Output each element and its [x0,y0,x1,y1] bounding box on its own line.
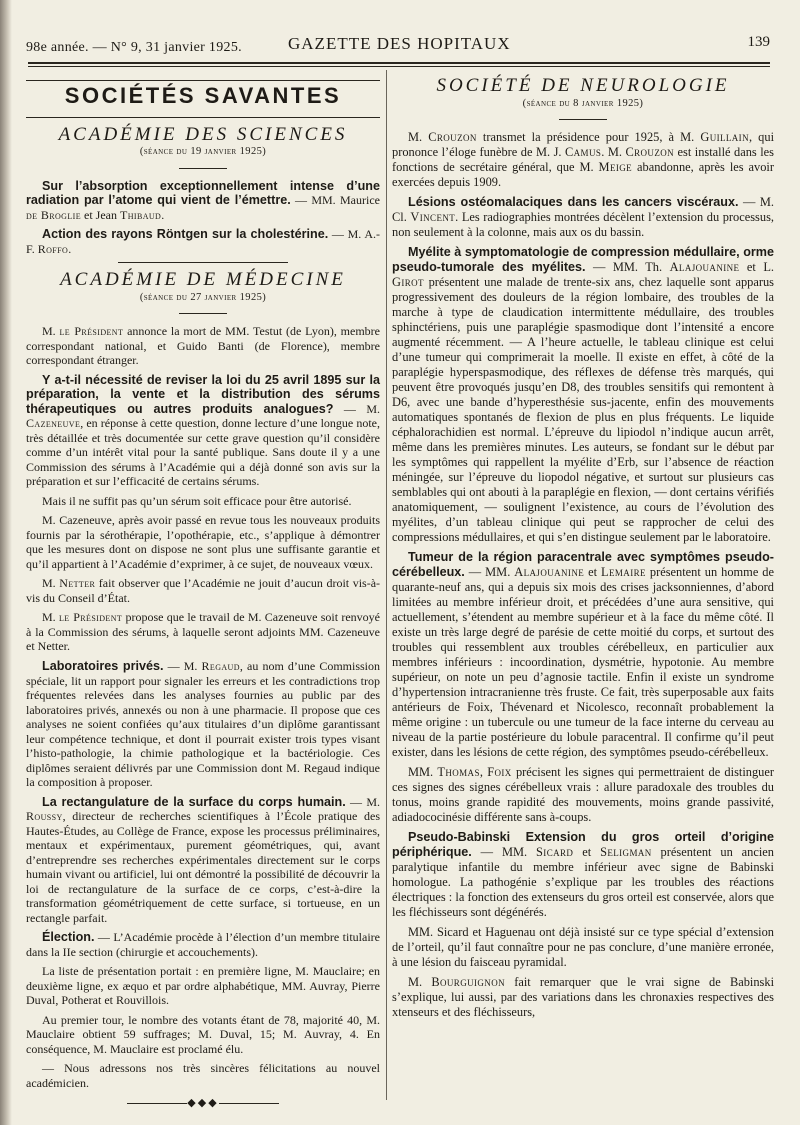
page-number: 139 [747,34,770,50]
page-binding-edge [0,0,12,1125]
journal-title: GAZETTE DES HOPITAUX [288,34,511,53]
paragraph: M. Netter fait observer que l’Académie ne jouit d’aucun droit vis-à-vis du Conseil d’État. [26,576,381,605]
paragraph: M. Crouzon transmet la présidence pour 1925, à M. Guillain, qui prononce l’éloge funèbre de M. J. Camus. M. Crouzon est installé dans les fonctions de secrétaire général, que M. Meige abandonne, après les avoir exercées depuis 1909. [392,130,775,189]
running-header [26,34,770,56]
paragraph: Pseudo-Babinski Extension du gros orteil d’origine périphérique. — MM. Sicard et Seligman présentent un ancien paralytique infantile du membre inférieur avec signe de Babinski homologue. La pathogénie s’explique par les troubles des réactions électriques : la fonction des extenseurs du gros orteil est conservée, alors que les fléchisseurs sont dégénérés. [392,830,774,919]
paragraph: MM. Thomas, Foix précisent les signes qui permettraient de distinguer ces signes des signes cérébelleux vrais : allure paradoxale des troubles du tonus, moins grande rapidité des mouvements, moins grande passivité, adiadococinésie différente sans à-coups. [392,765,774,824]
end-ornament: ◆◆◆ [26,1096,380,1111]
paragraph: Myélite à symptomatologie de compression médullaire, orme pseudo-tumorale des myélites. — MM. Th. Alajouanine et L. Girot présentent une malade de trente-six ans, chez laquelle sont apparus progressivement des douleurs de la région lombaire, des troubles de la marche à type de claudication intermittente médullaire, des troubles sphinctériens, puis une paraplégie spasmodique dont l’intensité a encore augmenté récemment. — A l’heure actuelle, le tableau clinique est celui d’une tumeur qui comprimerait la moelle. Il existe en effet, à côté de la paraplégie hyperspasmodique, des réflexes de défense très marqués, qui peuvent être provoqués jusqu’en D8, des troubles sensitifs qui remontent à D6, avec une bande d’hyperesthésie sus-jacente, enfin des mouvements automatiques spontanés de flexion de plus en plus fréquents. Le liquide céphalorachidien est normal. L’épreuve du lipiodol n’indique aucun arrêt, même dans les premières minutes. Les auteurs, se fondant sur le début par les symptômes qui rappellent la myélite d’Erb, sur l’absence de réaction méningée, sur l’épreuve du liopodol négative, et surtout sur plusieurs cas semblables qui ont abouti à la paraplégie en flexion, — dont certains vérifiés anatomiquement, — soulignent l’existence, au cours de l’évolution des myélites, d’un tableau clinique qui peut se rapprocher de celui des compressions médullaires, et qui s’en distingue seulement par le laboratoire. [392,245,774,544]
main-title-box [26,80,380,118]
section-title-sciences: ACADÉMIE DES SCIENCES [58,123,348,145]
paragraph: Mais il ne suffit pas qu’un sérum soit efficace pour être autorisé. [42,493,352,508]
paragraph: La liste de présentation portait : en première ligne, M. Mauclaire; en deuxième ligne, ex æquo et par ordre alphabétique, MM. Auvray, Pierre Duval, Potherat et Rouvillois. [26,964,380,1008]
header-rule [28,62,770,64]
section-title-neurologie: SOCIÉTÉ DE NEUROLOGIE [436,75,730,96]
paragraph: Lésions ostéomalaciques dans les cancers viscéraux. — M. Cl. Vincent. Les radiographies montrées décèlent l’extension du processus, non seulement à la colonne, mais aux os du bassin. [392,195,774,239]
paragraph: Laboratoires privés. — M. Regaud, au nom d’une Commission spéciale, lit un rapport pour signaler les erreurs et les contradictions trop fréquentes relevées dans les analyses fournies au public par des laboratoires privés, annexés ou non à une pharmacie. Il propose que ces analyses ne soient confiées qu’aux titulaires d’un diplôme garantissant leur compétence technique, et dont il pourrait exister trois types visant l’histo-pathologie, la chimie pathologique et la bactériologie. Ces diplômes seraient délivrés par une Commission dont M. Regaud indique la composition à proposer. [26,658,380,790]
session-date-medecine: (séance du 27 janvier 1925) [139,291,267,303]
short-rule [179,313,227,314]
main-title: SOCIÉTÉS SAVANTES [64,83,342,108]
left-column [26,72,380,1111]
paragraph: Tumeur de la région paracentrale avec symptômes pseudo-cérébelleux. — MM. Alajouanine et Lemaire présentent un homme de quarante-neuf ans, qui a depuis six mois des crises jacksonniennes, d’abord limitées au membre inférieur droit, et précédées d’une aura sensitive, qui actuellement, s’étendent au membre supérieur et à la face du même côté. Il existe un très large degré de parésie de cette moitié du corps, et surtout des troubles qui ressemblent aux troubles cérébelleux, en particulier aux membres inférieurs : incoordination, dysmétrie, hypotonie. Au membre supérieur, on note un peu d’agnosie tactile. Enfin il existe un syndrome d’hypertension intracranienne très fruste. Ce fait, très superposable aux faits antérieurs de Foix, Thévenard et Nicolesco, reconnaît probablement la même origine : un tubercule ou une tumeur de la face interne du cerveau au niveau de la partie postérieure du lobule paracentral. Il confirme qu’il peut exister, dans les lésions de cette région, des symptômes pseudo-cérébelleux. [392,550,774,759]
session-date-sciences: (séance du 19 janvier 1925) [139,146,267,158]
paragraph: Action des rayons Röntgen sur la cholestérine. — M. A.-F. Roffo. [26,227,381,256]
paragraph: M. Cazeneuve, après avoir passé en revue tous les nouveaux produits fournis par la sérothérapie, l’opothérapie, etc., s’applique à démontrer que les mesures dont on dispose ne sont plus une suffisante garantie et qu’il appartient à l’Académie d’exprimer, à ce sujet, de nouveaux vœux. [26,513,380,571]
paragraph: MM. Sicard et Haguenau ont déjà insisté sur ce type spécial d’extension de l’orteil, qu’il faut connaître pour ne pas conclure, d’une manière erronée, à une lésion du faisceau pyramidal. [392,925,774,969]
paragraph: M. Bourguignon fait remarquer que le vrai signe de Babinski s’explique, lui aussi, par des variations dans les chronaxies respectives des xtenseurs et des fléchisseurs, [392,975,775,1019]
section-rule [118,262,288,263]
paragraph: M. le Président propose que le travail de M. Cazeneuve soit renvoyé à la Commission des sérums, à laquelle seront adjoints MM. Cazeneuve et Netter. [26,610,381,654]
section-title-medecine: ACADÉMIE DE MÉDECINE [60,269,346,291]
session-date-neurologie: (séance du 8 janvier 1925) [522,98,644,109]
column-divider [386,70,387,1100]
short-rule [179,168,227,169]
paragraph: Au premier tour, le nombre des votants étant de 78, majorité 40, M. Mauclaire obtient 59 suffrages; M. Duval, 15; M. Auvray, 4. En conséquence, M. Mauclaire est proclamé élu. [26,1012,380,1056]
paragraph: Élection. — L’Académie procède à l’élection d’un membre titulaire dans la IIe section (chirurgie et accouchements). [26,930,380,959]
header-rule-thin [28,66,770,67]
issue-info: 98e année. — N° 9, 31 janvier 1925. [26,40,242,55]
paragraph: Sur l’absorption exceptionnellement intense d’une radiation par l’atome qui vient de l’émettre. — MM. Maurice de Broglie et Jean Thibaud. [26,178,380,222]
short-rule [559,119,607,120]
paragraph: Y a-t-il nécessité de reviser la loi du 25 avril 1895 sur la préparation, la vente et la distribution des sérums thérapeutiques ou autres produits analogues? — M. Cazeneuve, en réponse à cette question, donne lecture d’une longue note, très détaillée et très documentée sur cette grave question qu’il considère comme d’un intérêt vital pour la santé publique. Sans doute il y a une Commission des sérums à l’Académie qui a déjà donné son avis sur la préparation et sur l’efficacité de certains sérums. [26,372,380,489]
paragraph: — Nous adressons nos très sincères félicitations au nouvel académicien. [26,1061,380,1090]
paragraph: La rectangulature de la surface du corps humain. — M. Roussy, directeur de recherches scientifiques à l’École pratique des Hautes-Études, au Collège de France, expose les processus préliminaires, mentaux et expérimentaux, purement géométriques, qui, avant d’entreprendre ses recherches expérimentales directement sur le corps humain vivant ou artificiel, lui ont démontré la possibilité de découvrir la loi de rectangulature de la surface de ce corps, c’est-à-dire la transformation géométriquement de cette surface, si tortueuse, en un rectangle parfait. [26,794,381,925]
right-column [392,72,774,1025]
paragraph: M. le Président annonce la mort de MM. Testut (de Lyon), membre correspondant national, et Guido Banti (de Florence), membre correspondant étranger. [26,324,380,368]
